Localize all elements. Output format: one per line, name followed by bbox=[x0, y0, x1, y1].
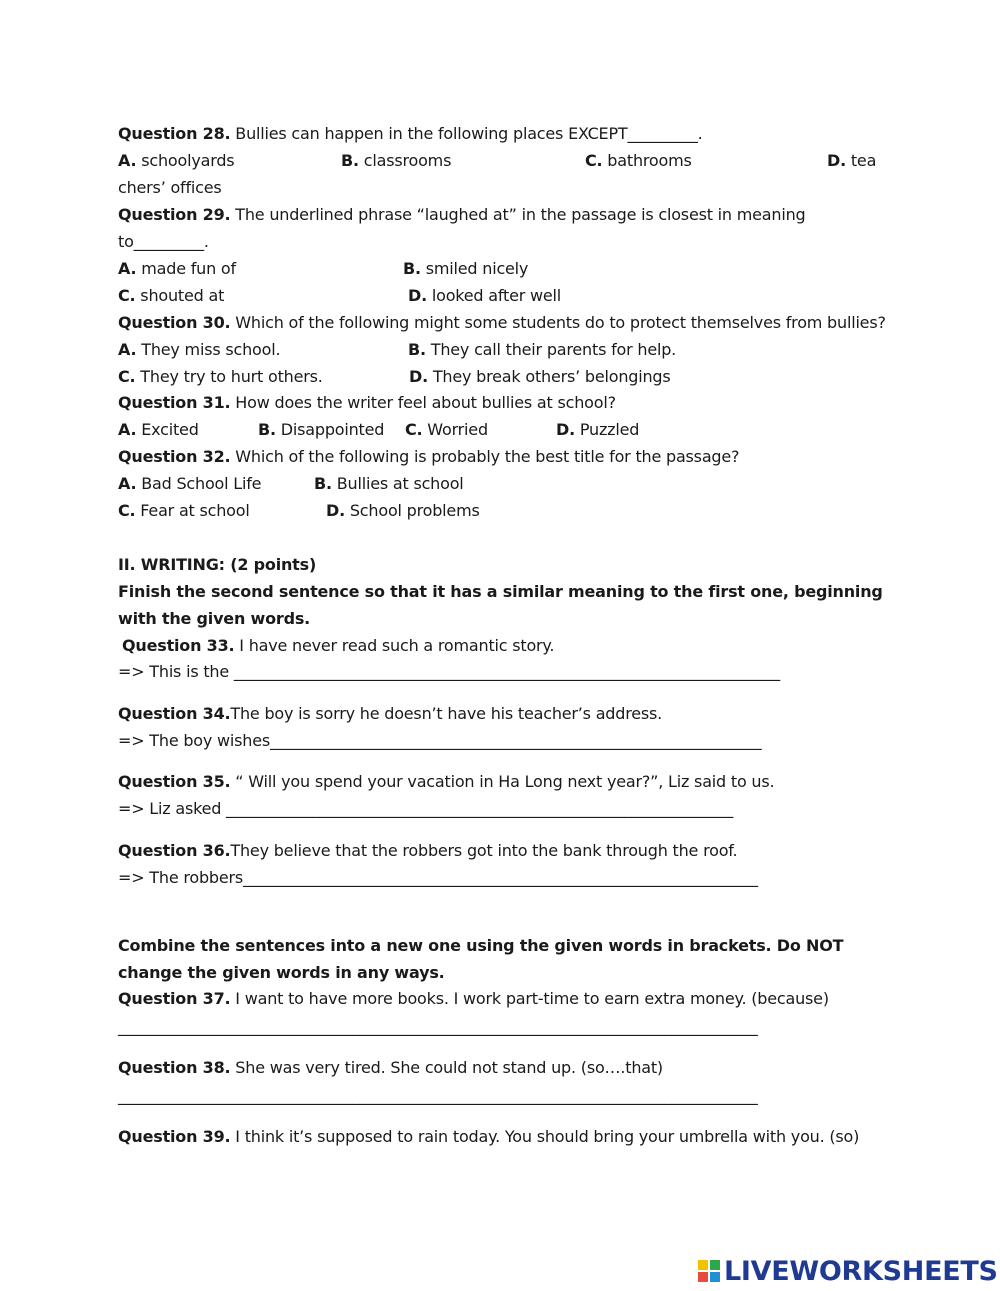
q31-option-c[interactable]: C. Worried bbox=[405, 420, 488, 439]
question-text: The underlined phrase “laughed at” in the passage is closest in meaning bbox=[230, 205, 806, 224]
question-text: I think it’s supposed to rain today. You should bring your umbrella with you. (so) bbox=[230, 1127, 860, 1146]
q29-option-b[interactable]: B. smiled nicely bbox=[403, 259, 529, 278]
question-label: Question 39. bbox=[118, 1127, 231, 1146]
q30-option-a[interactable]: A. They miss school. bbox=[118, 340, 281, 359]
question-label: Question 36. bbox=[118, 841, 231, 860]
liveworksheets-logo bbox=[698, 1254, 998, 1288]
question-text: She was very tired. She could not stand up. (so….that) bbox=[230, 1058, 663, 1077]
q29-option-c[interactable]: C. shouted at bbox=[118, 286, 225, 305]
q32-option-b[interactable]: B. Bullies at school bbox=[314, 474, 464, 493]
q32-option-c[interactable]: C. Fear at school bbox=[118, 501, 250, 520]
question-37 bbox=[118, 989, 829, 1009]
question-text: I want to have more books. I work part-time to earn extra money. (because) bbox=[230, 989, 829, 1008]
question-label: Question 28. bbox=[118, 124, 231, 143]
question-label: Question 37. bbox=[118, 989, 231, 1008]
question-33 bbox=[122, 636, 554, 656]
question-28 bbox=[118, 124, 703, 144]
question-36 bbox=[118, 841, 737, 861]
question-30 bbox=[118, 313, 886, 333]
q28-option-b[interactable]: B. classrooms bbox=[341, 151, 452, 170]
logo-text: LIVEWORKSHEETS bbox=[724, 1255, 998, 1287]
q38-answer-line[interactable]: __________________________________________________________________________________ bbox=[118, 1086, 758, 1105]
q30-option-c[interactable]: C. They try to hurt others. bbox=[118, 367, 323, 386]
question-text: Bullies can happen in the following places EXCEPT_________. bbox=[230, 124, 703, 143]
question-label: Question 33. bbox=[122, 636, 235, 655]
question-34 bbox=[118, 704, 662, 724]
question-label: Question 32. bbox=[118, 447, 231, 466]
question-label: Question 35. bbox=[118, 772, 231, 791]
section-heading: II. WRITING: (2 points) bbox=[118, 555, 317, 574]
logo-mark-icon bbox=[698, 1260, 720, 1282]
q28-option-a[interactable]: A. schoolyards bbox=[118, 151, 235, 170]
q28-option-d[interactable]: D. tea bbox=[827, 151, 877, 170]
logo-block bbox=[710, 1260, 720, 1270]
question-31 bbox=[118, 393, 616, 413]
question-39 bbox=[118, 1127, 859, 1147]
q30-option-d[interactable]: D. They break others’ belongings bbox=[409, 367, 671, 386]
q28-option-d-continued: chers’ offices bbox=[118, 178, 222, 197]
instruction-line-1: Finish the second sentence so that it has a similar meaning to the first one, beginning bbox=[118, 582, 883, 601]
question-32 bbox=[118, 447, 739, 467]
question-label: Question 30. bbox=[118, 313, 231, 332]
question-label: Question 29. bbox=[118, 205, 231, 224]
question-text: “ Will you spend your vacation in Ha Long next year?”, Liz said to us. bbox=[230, 772, 775, 791]
question-text: How does the writer feel about bullies at school? bbox=[230, 393, 616, 412]
question-label: Question 34. bbox=[118, 704, 231, 723]
question-label: Question 38. bbox=[118, 1058, 231, 1077]
question-text: The boy is sorry he doesn’t have his teacher’s address. bbox=[230, 704, 663, 723]
q35-answer-line[interactable]: => Liz asked _________________________________________________________________ bbox=[118, 799, 734, 818]
q34-answer-line[interactable]: => The boy wishes_______________________________________________________________ bbox=[118, 731, 762, 750]
q37-answer-line[interactable]: __________________________________________________________________________________ bbox=[118, 1017, 758, 1036]
question-text: Which of the following might some students do to protect themselves from bullies? bbox=[230, 313, 886, 332]
logo-block bbox=[698, 1272, 708, 1282]
q33-answer-line[interactable]: => This is the ______________________________________________________________________ bbox=[118, 662, 780, 681]
q29-text-continued: to_________. bbox=[118, 232, 209, 251]
instruction-line-2: with the given words. bbox=[118, 609, 311, 628]
q29-option-d[interactable]: D. looked after well bbox=[408, 286, 562, 305]
question-text: Which of the following is probably the best title for the passage? bbox=[230, 447, 740, 466]
q32-option-a[interactable]: A. Bad School Life bbox=[118, 474, 262, 493]
q31-option-d[interactable]: D. Puzzled bbox=[556, 420, 640, 439]
question-text: I have never read such a romantic story. bbox=[234, 636, 555, 655]
question-29 bbox=[118, 205, 805, 225]
question-38 bbox=[118, 1058, 663, 1078]
q36-answer-line[interactable]: => The robbers__________________________________________________________________ bbox=[118, 868, 758, 887]
q32-option-d[interactable]: D. School problems bbox=[326, 501, 480, 520]
combine-instruction-line-2: change the given words in any ways. bbox=[118, 963, 445, 982]
question-label: Question 31. bbox=[118, 393, 231, 412]
question-text: They believe that the robbers got into the bank through the roof. bbox=[230, 841, 738, 860]
combine-instruction-line-1: Combine the sentences into a new one using the given words in brackets. Do NOT bbox=[118, 936, 844, 955]
logo-block bbox=[710, 1272, 720, 1282]
question-35 bbox=[118, 772, 774, 792]
q28-option-c[interactable]: C. bathrooms bbox=[585, 151, 692, 170]
q29-option-a[interactable]: A. made fun of bbox=[118, 259, 236, 278]
logo-block bbox=[698, 1260, 708, 1270]
q30-option-b[interactable]: B. They call their parents for help. bbox=[408, 340, 677, 359]
q31-option-a[interactable]: A. Excited bbox=[118, 420, 199, 439]
q31-option-b[interactable]: B. Disappointed bbox=[258, 420, 385, 439]
